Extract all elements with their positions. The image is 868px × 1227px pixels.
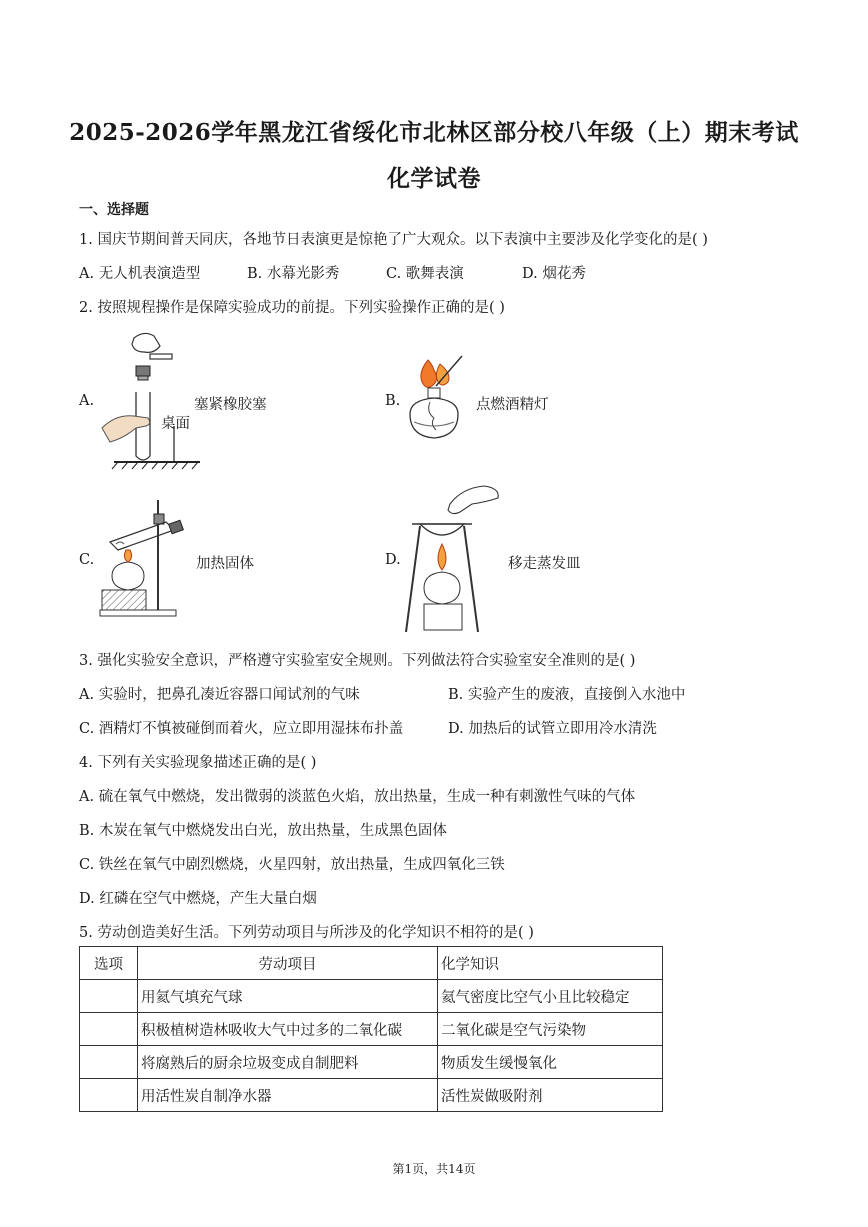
q1-option-d: D. 烟花秀: [522, 266, 586, 282]
q4-option-c: C. 铁丝在氧气中剧烈燃烧，火星四射，放出热量，生成四氧化三铁: [79, 857, 505, 873]
table-row: [80, 1046, 663, 1079]
q2-option-a-letter: A.: [79, 393, 95, 409]
evaporating-dish-figure: [402, 482, 502, 634]
q3-stem: 3. 强化实验安全意识，严格遵守实验室安全规则。下列做法符合实验室安全准则的是( ): [79, 653, 636, 669]
table-row: [80, 980, 663, 1013]
page-footer: 第1页，共14页: [392, 1162, 476, 1176]
q2-option-c-letter: C.: [79, 552, 95, 568]
table-surface-label: 桌面: [161, 416, 190, 432]
table-cell-project: 将腐熟后的厨余垃圾变成自制肥料: [138, 1046, 438, 1079]
q4-option-d: D. 红磷在空气中燃烧，产生大量白烟: [79, 891, 317, 907]
section-heading: 一、选择题: [79, 202, 149, 218]
table-cell-option: [80, 1013, 138, 1046]
q4-stem: 4. 下列有关实验现象描述正确的是( ): [79, 755, 317, 771]
q2-option-c-caption: 加热固体: [196, 556, 254, 572]
table-cell-knowledge: 活性炭做吸附剂: [438, 1079, 663, 1112]
alcohol-lamp-lighting-figure: [400, 352, 470, 448]
q2-option-a-caption: 塞紧橡胶塞: [194, 397, 267, 413]
q1-option-b: B. 水幕光影秀: [247, 266, 340, 282]
q5-stem: 5. 劳动创造美好生活。下列劳动项目与所涉及的化学知识不相符的是( ): [79, 925, 534, 941]
q1-option-a: A. 无人机表演造型: [79, 266, 201, 282]
exam-title-line2: 化学试卷: [387, 165, 481, 192]
header-option: 选项: [80, 947, 138, 980]
exam-title-line1: 2025-2026学年黑龙江省绥化市北林区部分校八年级（上）期末考试: [69, 119, 799, 146]
q1-option-c: C. 歌舞表演: [386, 266, 464, 282]
q2-stem: 2. 按照规程操作是保障实验成功的前提。下列实验操作正确的是( ): [79, 300, 505, 316]
q2-option-d-caption: 移走蒸发皿: [508, 556, 581, 572]
table-cell-knowledge: 物质发生缓慢氧化: [438, 1046, 663, 1079]
table-cell-option: [80, 1046, 138, 1079]
q3-option-d: D. 加热后的试管立即用冷水清洗: [448, 721, 657, 737]
q2-option-d-letter: D.: [385, 552, 401, 568]
q3-option-b: B. 实验产生的废液，直接倒入水池中: [448, 687, 686, 703]
header-chemistry-knowledge: 化学知识: [438, 947, 663, 980]
table-cell-project: 积极植树造林吸收大气中过多的二氧化碳: [138, 1013, 438, 1046]
q4-option-a: A. 硫在氧气中燃烧，发出微弱的淡蓝色火焰，放出热量，生成一种有刺激性气味的气体: [79, 789, 636, 805]
table-cell-option: [80, 980, 138, 1013]
table-cell-project: 用氦气填充气球: [138, 980, 438, 1013]
table-cell-knowledge: 氦气密度比空气小且比较稳定: [438, 980, 663, 1013]
q4-option-b: B. 木炭在氧气中燃烧发出白光，放出热量，生成黑色固体: [79, 823, 447, 839]
table-cell-option: [80, 1079, 138, 1112]
q2-option-b-caption: 点燃酒精灯: [476, 397, 549, 413]
heating-solid-figure: [96, 492, 200, 620]
table-cell-project: 用活性炭自制净水器: [138, 1079, 438, 1112]
table-row: [80, 1079, 663, 1112]
q2-option-b-letter: B.: [385, 393, 401, 409]
table-cell-knowledge: 二氧化碳是空气污染物: [438, 1013, 663, 1046]
q1-stem: 1. 国庆节期间普天同庆，各地节日表演更是惊艳了广大观众。以下表演中主要涉及化学变化的是( ): [79, 232, 708, 248]
header-labor-project: 劳动项目: [138, 947, 438, 980]
table-row: [80, 1013, 663, 1046]
q5-table: [79, 946, 663, 1112]
q3-option-c: C. 酒精灯不慎被碰倒而着火，应立即用湿抹布扑盖: [79, 721, 404, 737]
table-header-row: [80, 947, 663, 980]
stopper-insertion-figure: [96, 330, 200, 470]
q3-option-a: A. 实验时，把鼻孔凑近容器口闻试剂的气味: [79, 687, 360, 703]
